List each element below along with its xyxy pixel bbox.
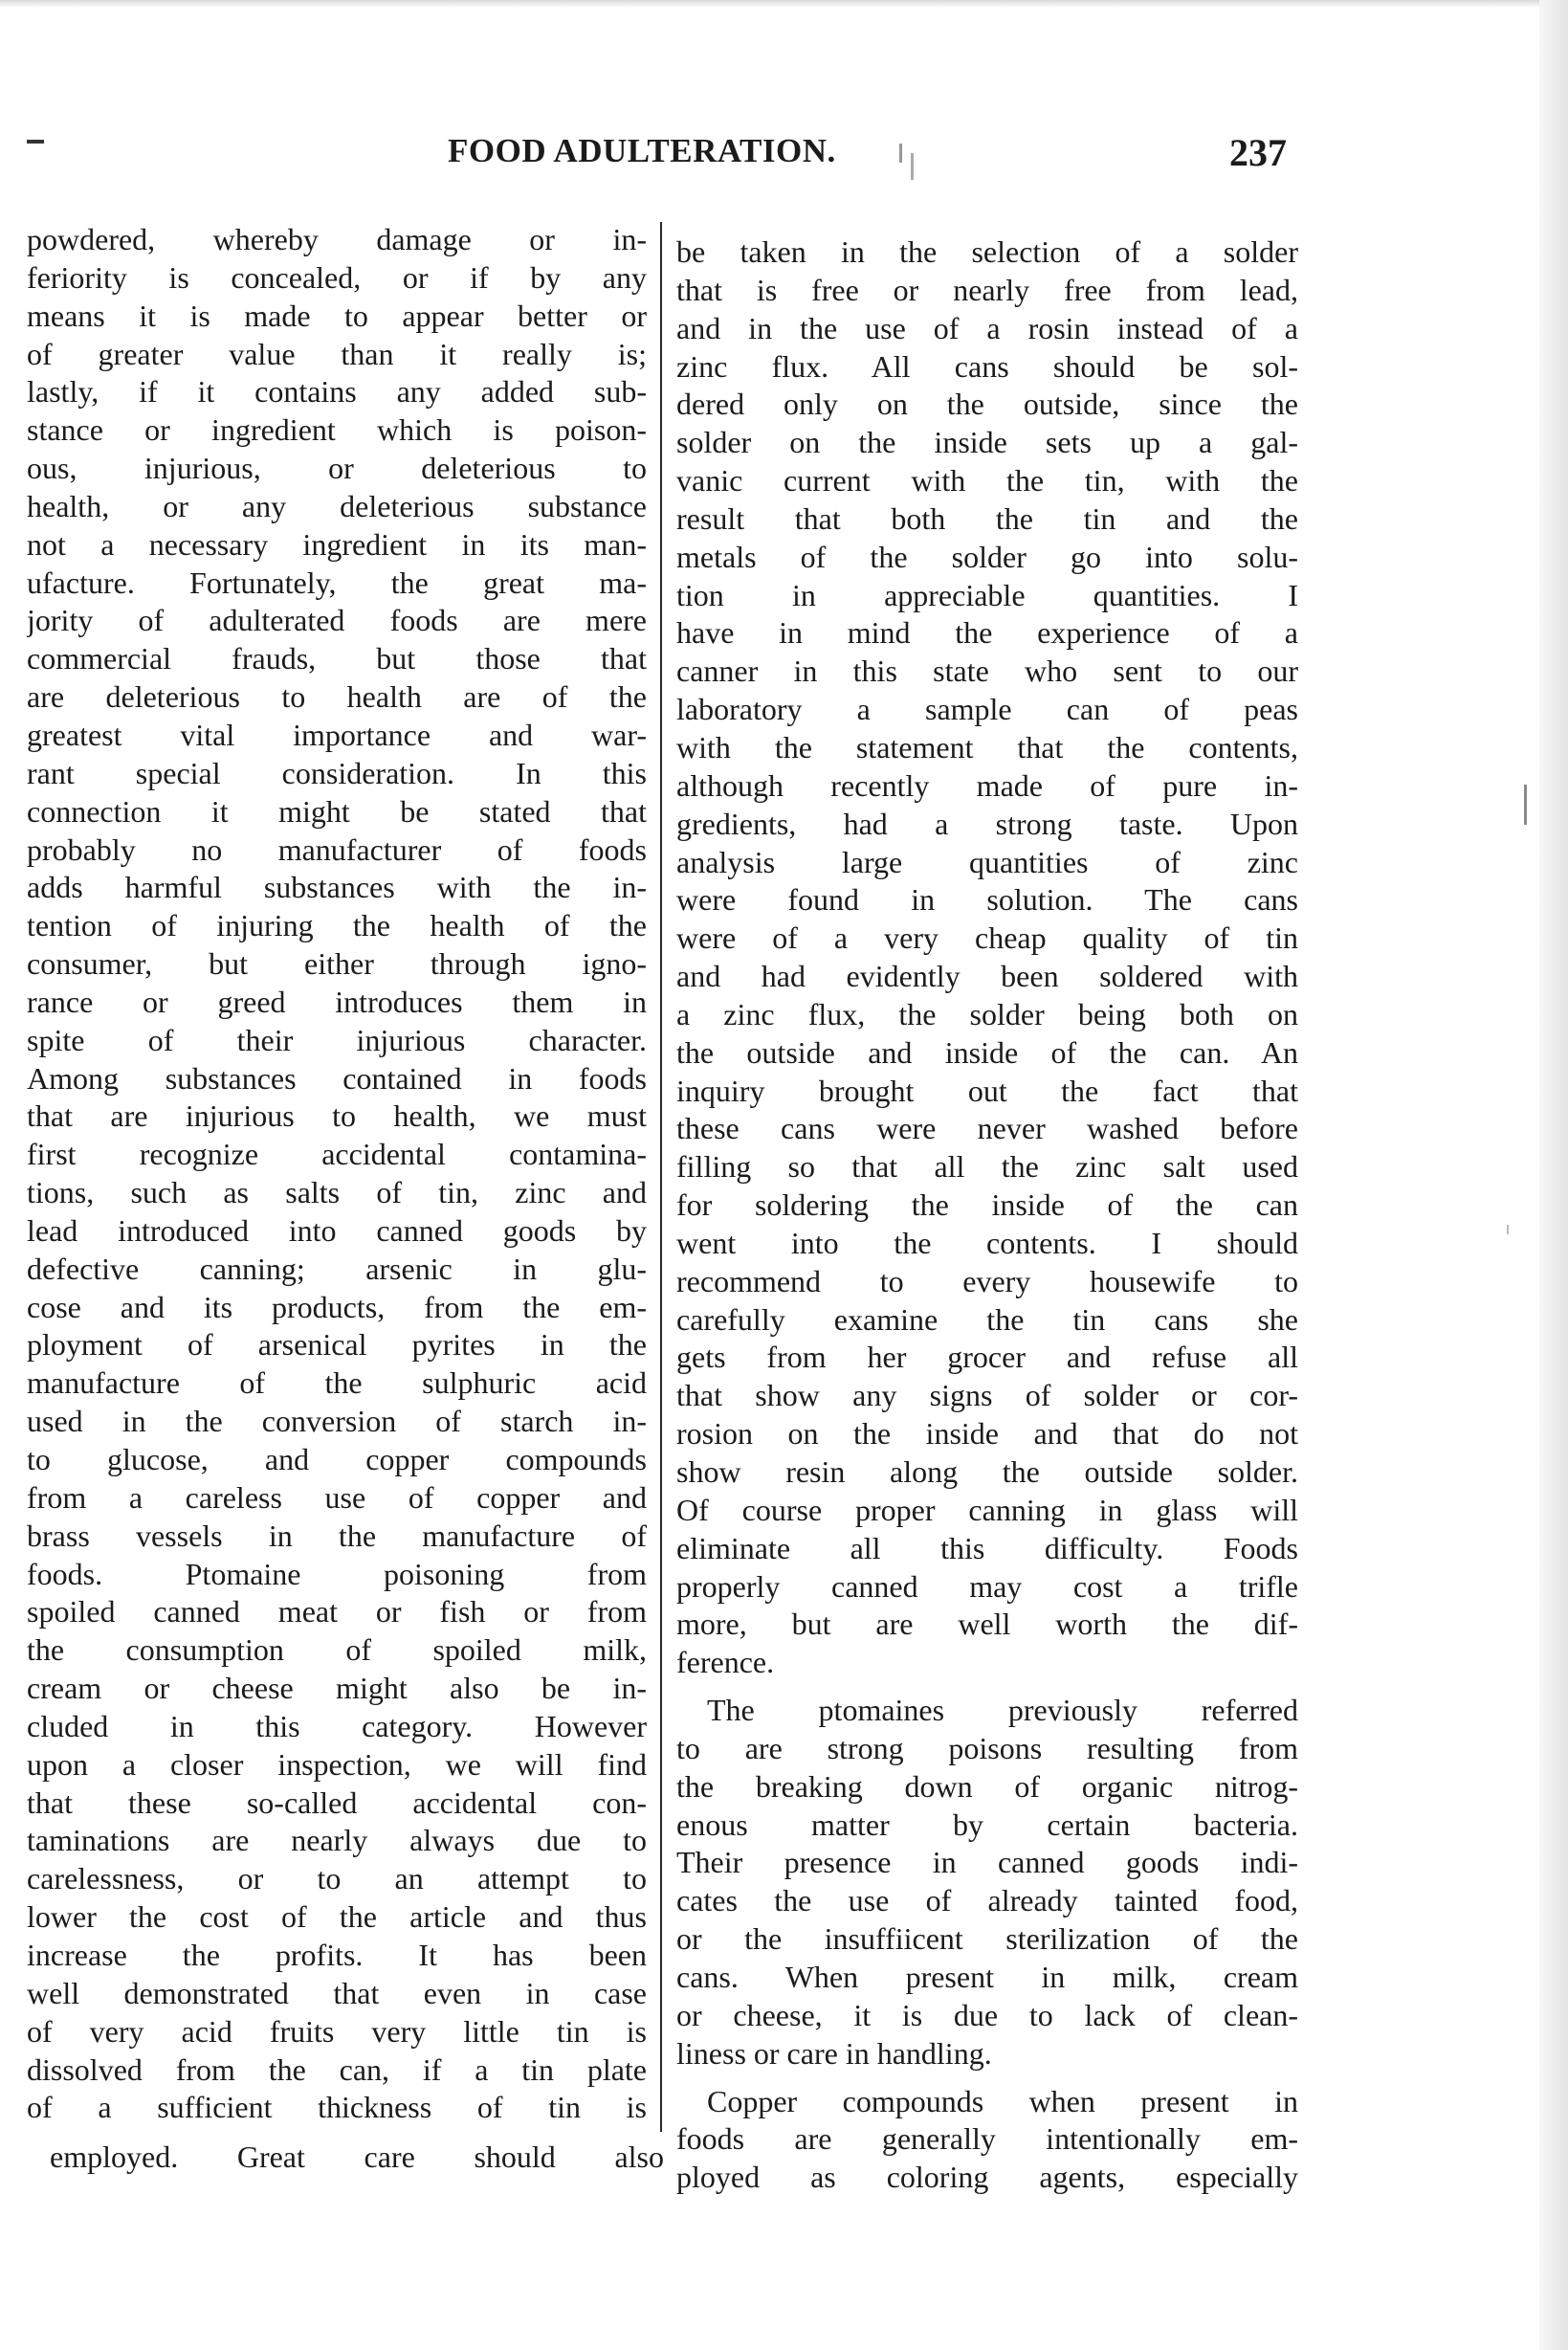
text-line: the consumption of spoiled milk,	[27, 1632, 647, 1668]
text-line: for soldering the inside of the can	[676, 1187, 1298, 1223]
text-line: Copper compounds when present in	[707, 2083, 1298, 2118]
text-line: these cans were never washed before	[676, 1111, 1298, 1146]
text-line: Of course proper canning in glass will	[676, 1492, 1298, 1527]
text-line: be taken in the selection of a solder	[676, 234, 1298, 269]
text-line: are deleterious to health are of the	[27, 679, 647, 715]
text-line: The ptomaines previously referred	[707, 1693, 1298, 1728]
text-line: of greater value than it really is;	[27, 336, 647, 371]
page-number: 237	[1229, 131, 1287, 174]
text-line: recommend to every housewife to	[676, 1263, 1298, 1298]
text-line: rant special consideration. In this	[27, 755, 647, 790]
text-line: carefully examine the tin cans she	[676, 1301, 1298, 1337]
text-line: the breaking down of organic nitrog-	[676, 1768, 1298, 1804]
text-line: from a careless use of copper and	[27, 1479, 647, 1515]
text-line: analysis large quantities of zinc	[676, 844, 1298, 879]
text-line: with the statement that the contents,	[676, 729, 1298, 765]
text-line: were found in solution. The cans	[676, 882, 1298, 918]
text-line: stance or ingredient which is poison-	[27, 412, 647, 448]
text-line: cans. When present in milk, cream	[676, 1959, 1298, 1994]
text-line: were of a very cheap quality of tin	[676, 920, 1298, 956]
text-line: lead introduced into canned goods by	[27, 1212, 647, 1248]
paragraph	[676, 2083, 1298, 2198]
text-line: or the insuffiicent sterilization of the	[676, 1921, 1298, 1957]
paragraph	[676, 1692, 1298, 2073]
text-line: adds harmful substances with the in-	[27, 870, 647, 905]
paragraph	[676, 233, 1298, 1682]
text-line: gredients, had a strong taste. Upon	[676, 806, 1298, 841]
text-line: to glucose, and copper compounds	[27, 1442, 647, 1476]
text-line: connection it might be stated that	[27, 793, 647, 829]
text-line: powdered, whereby damage or in-	[27, 222, 647, 256]
text-line: that show any signs of solder or cor-	[676, 1378, 1298, 1413]
text-line: feriority is concealed, or if by any	[27, 259, 647, 295]
text-line: foods are generally intentionally em-	[676, 2121, 1298, 2157]
text-line: well demonstrated that even in case	[27, 1975, 647, 2010]
text-line: dissolved from the can, if a tin plate	[27, 2051, 647, 2087]
text-line: cream or cheese might also be in-	[27, 1671, 647, 1706]
text-line: show resin along the outside solder.	[676, 1454, 1298, 1489]
text-line: upon a closer inspection, we will find	[27, 1746, 647, 1782]
text-line: laboratory a sample can of peas	[676, 692, 1298, 727]
text-line: canner in this state who sent to our	[676, 654, 1298, 689]
text-line: enous matter by certain bacteria.	[676, 1807, 1298, 1842]
text-line: Among substances contained in foods	[27, 1060, 647, 1096]
right-column	[676, 233, 1298, 2197]
column-divider	[660, 222, 662, 2132]
text-line: cates the use of already tainted food,	[676, 1883, 1298, 1918]
text-line: have in mind the experience of a	[676, 615, 1298, 651]
paragraph-gap	[676, 1682, 1298, 1692]
text-line: inquiry brought out the fact that	[676, 1073, 1298, 1108]
text-line: manufacture of the sulphuric acid	[27, 1365, 647, 1401]
text-line: and had evidently been soldered with	[676, 959, 1298, 994]
text-line: taminations are nearly always due to	[27, 1823, 647, 1858]
text-line: commercial frauds, but those that	[27, 641, 647, 676]
text-line: of very acid fruits very little tin is	[27, 2013, 647, 2049]
text-line: solder on the inside sets up a gal-	[676, 425, 1298, 460]
text-line: ployed as coloring agents, especially	[676, 2160, 1298, 2195]
text-line: that these so-called accidental con-	[27, 1785, 647, 1820]
scan-speck	[1507, 1225, 1509, 1234]
text-line: tention of injuring the health of the	[27, 908, 647, 943]
text-line: health, or any deleterious substance	[27, 488, 647, 523]
text-line: carelessness, or to an attempt to	[27, 1861, 647, 1896]
text-line: dered only on the outside, since the	[676, 387, 1298, 422]
text-line: that are injurious to health, we must	[27, 1098, 647, 1134]
text-line: jority of adulterated foods are mere	[27, 603, 647, 638]
text-line: eliminate all this difficulty. Foods	[676, 1530, 1298, 1565]
text-line: foods. Ptomaine poisoning from	[27, 1556, 647, 1591]
text-line: more, but are well worth the dif-	[676, 1607, 1298, 1642]
page-header	[0, 132, 1568, 189]
margin-mark	[27, 140, 44, 144]
text-line: tions, such as salts of tin, zinc and	[27, 1175, 647, 1210]
text-line: cluded in this category. However	[27, 1708, 647, 1743]
text-line: zinc flux. All cans should be sol-	[676, 348, 1298, 384]
text-line: spoiled canned meat or fish or from	[27, 1594, 647, 1629]
text-line: first recognize accidental contamina-	[27, 1137, 647, 1172]
text-line: lower the cost of the article and thus	[27, 1899, 647, 1935]
text-line: of a sufficient thickness of tin is	[27, 2090, 647, 2125]
text-line: properly canned may cost a trifle	[676, 1568, 1298, 1604]
scan-speck	[1524, 785, 1527, 825]
text-line: result that both the tin and the	[676, 500, 1298, 536]
text-line: or cheese, it is due to lack of clean-	[676, 1997, 1298, 2032]
text-line: rance or greed introduces them in	[27, 984, 647, 1019]
text-line: went into the contents. I should	[676, 1225, 1298, 1260]
text-line: although recently made of pure in-	[676, 767, 1298, 803]
scan-speck	[911, 153, 914, 180]
text-line: not a necessary ingredient in its man-	[27, 526, 647, 562]
text-line: ufacture. Fortunately, the great ma-	[27, 565, 647, 600]
text-line: consumer, but either through igno-	[27, 946, 647, 982]
text-line: used in the conversion of starch in-	[27, 1404, 647, 1439]
scan-speck	[899, 144, 902, 163]
text-line: means it is made to appear better or	[27, 298, 647, 333]
text-line: to are strong poisons resulting from	[676, 1730, 1298, 1765]
page-edge	[1539, 0, 1568, 2350]
text-line: tion in appreciable quantities. I	[676, 577, 1298, 612]
text-line: filling so that all the zinc salt used	[676, 1149, 1298, 1185]
text-line: ployment of arsenical pyrites in the	[27, 1327, 647, 1363]
text-line: ous, injurious, or deleterious to	[27, 451, 647, 486]
text-line: a zinc flux, the solder being both on	[676, 996, 1298, 1031]
running-title: FOOD ADULTERATION.	[448, 132, 836, 169]
text-line: metals of the solder go into solu-	[676, 539, 1298, 574]
text-line: cose and its products, from the em-	[27, 1289, 647, 1324]
text-line: brass vessels in the manufacture of	[27, 1518, 647, 1553]
text-line: greatest vital importance and war-	[27, 717, 647, 752]
text-line: and in the use of a rosin instead of a	[676, 310, 1298, 345]
text-line: rosion on the inside and that do not	[676, 1416, 1298, 1452]
text-line: defective canning; arsenic in glu-	[27, 1251, 647, 1286]
text-line: the outside and inside of the can. An	[676, 1034, 1298, 1070]
text-line: Their presence in canned goods indi-	[676, 1845, 1298, 1880]
text-line: vanic current with the tin, with the	[676, 463, 1298, 499]
text-line: liness or care in handling.	[676, 2035, 992, 2071]
text-line: increase the profits. It has been	[27, 1937, 647, 1972]
text-line: gets from her grocer and refuse all	[676, 1340, 1298, 1375]
paragraph-gap	[676, 2073, 1298, 2083]
text-line: lastly, if it contains any added sub-	[27, 374, 647, 410]
text-line: spite of their injurious character.	[27, 1022, 647, 1057]
page-top-shadow	[0, 0, 1568, 8]
text-line: probably no manufacturer of foods	[27, 831, 647, 867]
text-line: that is free or nearly free from lead,	[676, 272, 1298, 307]
left-column	[27, 221, 647, 2127]
text-line: ference.	[676, 1645, 775, 1680]
left-column-final-line: employed. Great care should also	[50, 2139, 664, 2174]
